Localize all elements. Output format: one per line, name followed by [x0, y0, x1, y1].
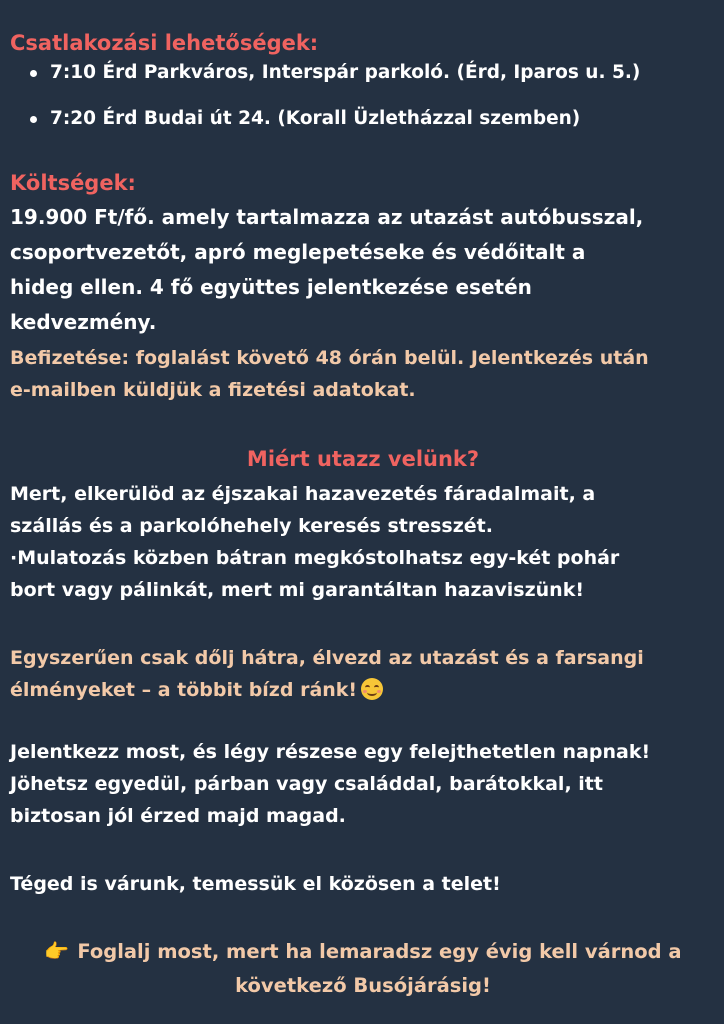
relax-line-2 [10, 674, 644, 706]
booking-line-1 [10, 934, 716, 969]
payment-line: Befizetése: foglalást követő 48 órán belül. Jelentkezés után [10, 347, 649, 369]
payment-line: e-mailben küldjük a fizetési adatokat. [10, 379, 416, 401]
signup-line: Jöhetsz egyedül, párban vagy családdal, barátokkal, itt [10, 773, 603, 795]
pointing-hand-icon: 👉 [44, 939, 70, 963]
costs-line: csoportvezetőt, apró meglepetéseke és védőitalt a [10, 240, 586, 264]
costs-line: 19.900 Ft/fő. amely tartalmazza az utazást autóbusszal, [10, 205, 644, 229]
why-line: ·Mulatozás közben bátran megkóstolhatsz egy-két pohár [10, 547, 620, 569]
costs-text [10, 200, 643, 340]
booking-line-2: következő Busójárásig! [235, 974, 491, 997]
costs-line: kedvezmény. [10, 310, 157, 334]
why-text [10, 478, 619, 606]
join-item [30, 104, 640, 134]
join-heading: Csatlakozási lehetőségek: [10, 31, 319, 55]
costs-heading: Költségek: [10, 171, 136, 195]
waiting-text: Téged is várunk, temessük el közösen a telet! [10, 873, 501, 895]
payment-text [10, 342, 649, 406]
booking-line-text: Foglalj most, mert ha lemaradsz egy évig kell várnod a [77, 940, 682, 963]
join-item [30, 58, 640, 88]
signup-text [10, 736, 650, 832]
signup-line: Jelentkezz most, és légy részese egy felejthetetlen napnak! [10, 741, 651, 763]
why-heading: Miért utazz velünk? [246, 447, 480, 471]
costs-line: hideg ellen. 4 fő együttes jelentkezése esetén [10, 275, 532, 299]
join-item-text: 7:10 Érd Parkváros, Interspár parkoló. (Érd, Iparos u. 5.) [50, 62, 641, 83]
join-list [30, 58, 640, 150]
relax-line: Egyszerűen csak dőlj hátra, élvezd az utazást és a farsangi [10, 647, 644, 669]
why-line: Mert, elkerülöd az éjszakai hazavezetés fáradalmait, a [10, 483, 596, 505]
relax-text [10, 642, 644, 706]
relax-line-text: élményeket – a többit bízd ránk! [10, 679, 358, 701]
signup-line: biztosan jól érzed majd magad. [10, 805, 346, 827]
bullet-icon [30, 116, 37, 123]
why-line: bort vagy pálinkát, mert mi garantáltan hazaviszünk! [10, 579, 584, 601]
join-item-text: 7:20 Érd Budai út 24. (Korall Üzletházzal szemben) [50, 108, 581, 129]
booking-callout [10, 934, 716, 1003]
bullet-icon [30, 70, 37, 77]
smiling-face-icon [361, 678, 383, 700]
why-line: szállás és a parkolóhehely keresés stresszét. [10, 515, 493, 537]
